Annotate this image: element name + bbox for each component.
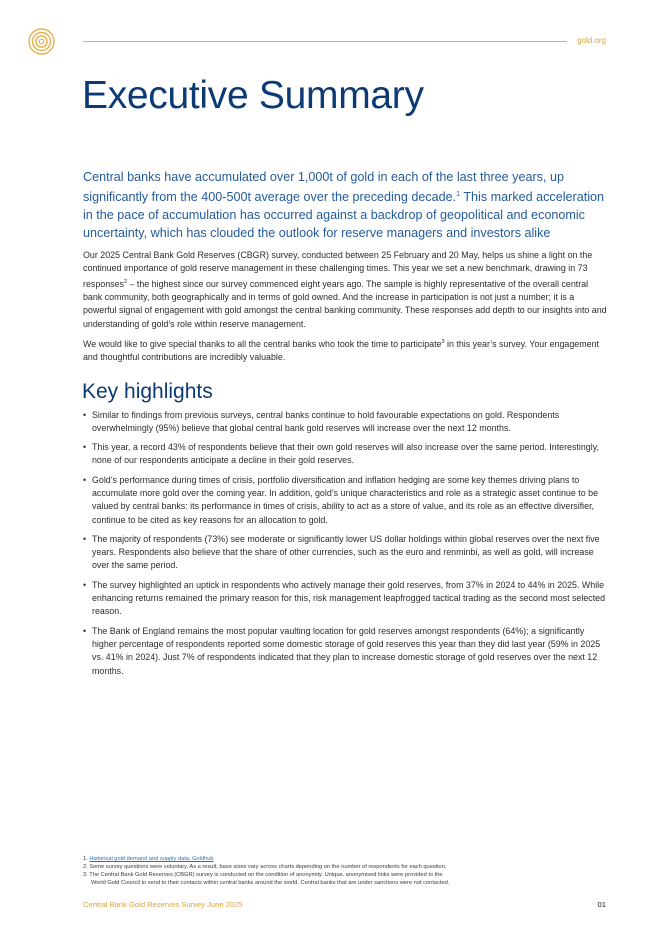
bullet-icon: • (83, 442, 87, 453)
footnotes (83, 855, 613, 887)
bullet-icon: • (83, 533, 87, 544)
page-title: Executive Summary (82, 74, 424, 117)
footnote-ref-1: 1 (456, 191, 461, 198)
goldhub-data-link[interactable]: Historical gold demand and supply data, Goldhub (89, 856, 214, 862)
list-item: • The Bank of England remains the most popular vaulting location for gold reserves amongst respondents (64%); a significantly higher percentage of respondents reported some domestic storage of gold reserves this year than they did last year (59% in 2025 vs. 41% in 2024). Just 7% of respondents indicated that they plan to increase domestic storage of gold reserves over the next 12 months. (83, 625, 601, 676)
list-item: • Gold’s performance during times of crisis, portfolio diversification and inflation hedging are some key themes driving plans to accumulate more gold over the coming year. In addition, gold’s unique characteristics and role as a strategic asset continue to be valued by central banks: its performance in times of crisis, ability to act as a store of value, and its role as an effective diversifier, continue to be cited as key reasons for an allocation to gold. (83, 474, 598, 525)
bullet-icon: • (83, 625, 87, 636)
lede-paragraph: Central banks have accumulated over 1,000t of gold in each of the last three years, up significantly from the 400-500t average over the preceding decade.$^1$ This marked acceleration in the pace of accumulation has occurred against a backdrop of geopolitical and economic uncertainty, which has clouded the outlook for reserve managers and investors alike (83, 170, 605, 241)
key-highlights-heading: Key highlights (82, 379, 213, 403)
footnote-2: 2. Some survey questions were voluntary. As a result, base sizes vary across charts depending on the number of respondents for each question. (83, 864, 447, 870)
list-item: • This year, a record 43% of respondents believe that their own gold reserves will also increase over the same period. Interestingly, none of our respondents anticipate a decline in their gold reserves. (83, 442, 599, 466)
header-rule (83, 41, 567, 42)
gold-council-logo-icon (28, 28, 55, 55)
footnote-ref-3: 3 (441, 338, 445, 345)
footnote-ref-2: 2 (123, 278, 128, 285)
bullet-icon: • (83, 579, 87, 590)
list-item: • The majority of respondents (73%) see moderate or significantly lower US dollar holdings within global reserves over the next five years. Respondents also believe that the share of other currencies, such as the euro and renminbi, as well as gold, will increase over the same period. (83, 533, 600, 571)
bullet-icon: • (83, 409, 87, 420)
intro-paragraph-1: Our 2025 Central Bank Gold Reserves (CBGR) survey, conducted between 25 February and 20 May, helps us shine a light on the continued importance of gold reserve management in these challenging times. This year we set a new benchmark, drawing in 73 responses$^2$ – the highest since our survey commenced eight years ago. The sample is highly representative of the overall central bank community, both geographically and in terms of gold owned. And the increase in participation is not just a number; it is a powerful signal of engagement with gold amongst the central banking community. These responses add depth to our insights into and understanding of gold’s role within reserve management. (83, 250, 607, 329)
footnote-1: 1. Historical gold demand and supply data, Goldhub (83, 856, 214, 862)
main-content (83, 168, 608, 684)
publication-title: Central Bank Gold Reserves Survey June 2025 (83, 900, 243, 909)
list-item: • The survey highlighted an uptick in respondents who actively manage their gold reserves, from 37% in 2024 to 44% in 2025. While enhancing returns remained the primary reason for this, risk management leapfrogged tactical trading as the second most selected reason. (83, 579, 606, 617)
footnote-3-continued: World Gold Council to send to their contacts within central banks around the world. Central banks that are under sanctions were not contacted. (91, 880, 450, 886)
intro-paragraph-2: We would like to give special thanks to all the central banks who took the time to participate$^3$ in this year’s survey. Your engagement and thoughtful contributions are incredibly valuable. (83, 338, 599, 363)
page-number: 01 (597, 900, 606, 909)
bullet-icon: • (83, 474, 87, 485)
list-item: • Similar to findings from previous surveys, central banks continue to hold favourable expectations on gold. Respondents overwhelmingly (95%) believe that global central bank gold reserves will increase over the next 12 months. (83, 409, 560, 433)
footnote-3: 3. The Central Bank Gold Reserves (CBGR) survey is conducted on the condition of anonymity. Unique, anonymised links were provided to the (83, 872, 443, 878)
site-link[interactable]: gold.org (577, 36, 606, 45)
highlights-list (83, 409, 608, 678)
